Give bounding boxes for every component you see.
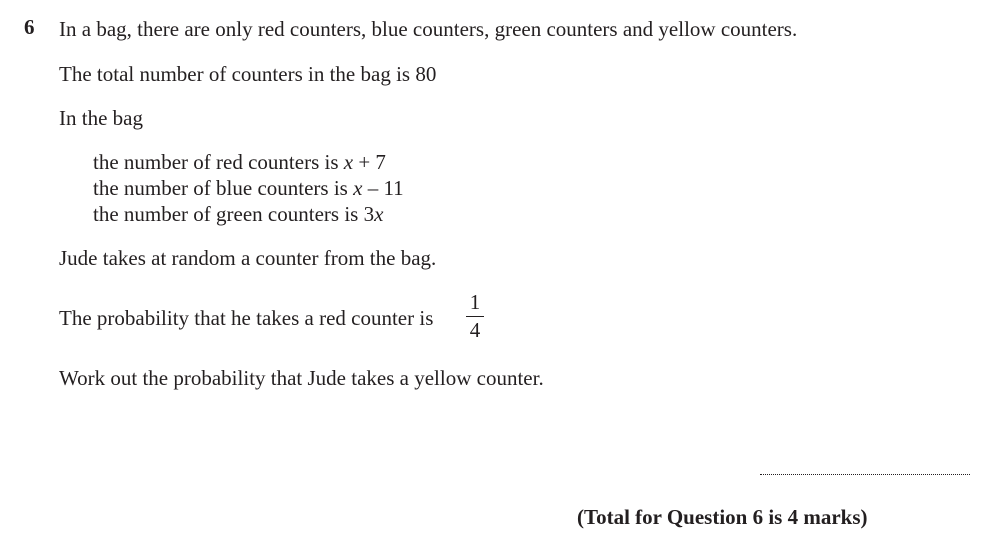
probability-statement: The probability that he takes a red counter is — [59, 306, 434, 330]
question-number: 6 — [24, 15, 35, 39]
total-marks: (Total for Question 6 is 4 marks) — [577, 505, 868, 529]
random-statement: Jude takes at random a counter from the bag. — [59, 246, 437, 270]
fraction-numerator: 1 — [469, 290, 481, 314]
fraction-bar — [466, 316, 484, 317]
total-statement: The total number of counters in the bag is 80 — [59, 62, 437, 86]
green-counters-variable: x — [374, 202, 384, 226]
question-intro: In a bag, there are only red counters, blue counters, green counters and yellow counters. — [59, 17, 798, 41]
green-counters-text: the number of green counters is 3 — [93, 202, 375, 226]
blue-counters-offset: – 11 — [362, 176, 404, 200]
red-counters-variable: x — [343, 150, 354, 174]
in-the-bag-label: In the bag — [59, 106, 143, 130]
blue-counters-variable: x — [353, 176, 363, 200]
red-counters-text: the number of red counters is — [93, 150, 344, 174]
answer-line[interactable] — [760, 474, 970, 475]
green-counters-line — [93, 200, 383, 228]
fraction-denominator: 4 — [469, 318, 481, 342]
blue-counters-line — [93, 174, 404, 202]
red-counters-line — [93, 148, 386, 176]
blue-counters-text: the number of blue counters is — [93, 176, 354, 200]
probability-fraction — [464, 290, 486, 342]
task-statement: Work out the probability that Jude takes a yellow counter. — [59, 366, 544, 390]
red-counters-offset: + 7 — [353, 150, 386, 174]
